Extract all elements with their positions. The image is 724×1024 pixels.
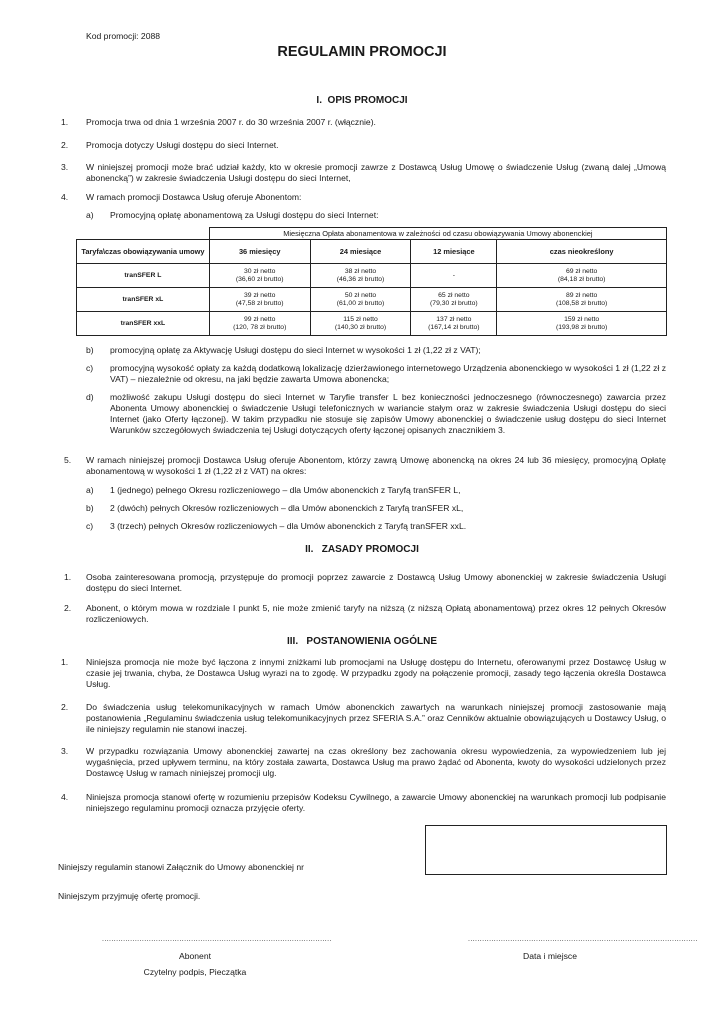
item-number: 3. <box>61 162 69 172</box>
sub-item-text: promocyjną wysokość opłaty za każdą dodatkową lokalizację dzierżawionego internetowego Urządzenia abonenckiego w wysokości 1 zł (1,22 zł z VAT) – niezależnie od okresu, na jaki będzie zawarta Umowa abonencka; <box>110 363 666 384</box>
table-row <box>77 264 667 288</box>
item-number: 3. <box>61 746 69 756</box>
section-2-heading: II. ZASADY PROMOCJI <box>305 544 419 555</box>
price-cell: 99 zł netto (120, 78 zł brutto) <box>209 312 310 336</box>
item-text: Abonent, o którym mowa w rozdziale I punkt 5, nie może zmienić taryfy na niższą (z niższą Opłatą abonamentową) przez okres 12 pełnych Okresów rozliczeniowych. <box>86 603 666 624</box>
sub-item-text: promocyjną opłatę za Aktywację Usługi dostępu do sieci Internet w wysokości 1 zł (1,22 zł z VAT); <box>110 345 481 355</box>
promo-code: Kod promocji: 2088 <box>86 31 161 41</box>
item-number: 1. <box>64 572 72 582</box>
table-top-header: Miesięczna Opłata abonamentowa w zależności od czasu obowiązywania Umowy abonenckiej <box>209 228 666 240</box>
item-number: 2. <box>61 140 69 150</box>
table-corner <box>77 228 210 240</box>
contract-number-box[interactable] <box>425 825 667 875</box>
sub-item-letter: d) <box>86 392 94 402</box>
item-text: W ramach promocji Dostawca Usług oferuje Abonentom: <box>86 192 302 202</box>
item-text: W ramach niniejszej promocji Dostawca Usług oferuje Abonentom, którzy zawrą Umowę abonencką na okres 24 lub 36 miesięcy, promocyjną Opłatę abonamentową w wysokości 1 zł (1,22 zł z VAT) na okres: <box>86 455 666 476</box>
signature-line: .................................................................................................. <box>102 936 332 943</box>
attachment-note: Niniejszy regulamin stanowi Załącznik do Umowy abonenckiej nr <box>58 862 304 872</box>
sub-item-letter: a) <box>86 485 94 495</box>
item-number: 5. <box>64 455 72 465</box>
column-header: 24 miesiące <box>310 240 411 264</box>
acceptance-note: Niniejszym przyjmuję ofertę promocji. <box>58 891 201 901</box>
tariff-name: tranSFER xL <box>77 288 210 312</box>
section-1-heading: I. OPIS PROMOCJI <box>316 95 408 106</box>
section-3-heading: III. POSTANOWIENIA OGÓLNE <box>286 636 437 647</box>
column-header: Taryfa\czas obowiązywania umowy <box>77 240 210 264</box>
item-text: Niniejsza promocja nie może być łączona z innymi zniżkami lub promocjami na Usługę dostępu do Internetu, oferowanymi przez Dostawcę Usług w czasie jej trwania, chyba, że Dostawca Usług wyrazi na to zgodę. W przypadku zgody na połączenie promocji, zasady tego łączenia określa Dostawca Usług. <box>86 657 666 689</box>
price-cell: 30 zł netto (36,60 zł brutto) <box>209 264 310 288</box>
column-header: 36 miesięcy <box>209 240 310 264</box>
price-cell: 137 zł netto (167,14 zł brutto) <box>411 312 497 336</box>
item-text: Promocja dotyczy Usługi dostępu do sieci Internet. <box>86 140 279 150</box>
sub-item-letter: b) <box>86 503 94 513</box>
column-header: czas nieokreślony <box>497 240 667 264</box>
item-text: W przypadku rozwiązania Umowy abonenckiej zawartej na czas określony bez zachowania okresu wypowiedzenia, za wypowiedzeniem lub jej wygaśnięcia, przed upływem terminu, na który została zawarta, Dostawca Usług ma prawo żądać od Abonenta, kwoty do wysokości udzielonych przez Dostawcę Usług w ramach niniejszej promocji ulg. <box>86 746 666 778</box>
pricing-table <box>76 227 667 336</box>
item-number: 4. <box>61 792 69 802</box>
price-cell: 159 zł netto (193,98 zł brutto) <box>497 312 667 336</box>
sub-item-text: 2 (dwóch) pełnych Okresów rozliczeniowych – dla Umów abonenckich z Taryfą tranSFER xL, <box>110 503 464 513</box>
item-number: 2. <box>61 702 69 712</box>
table-row <box>77 288 667 312</box>
item-text: Osoba zainteresowana promocją, przystępuje do promocji poprzez zawarcie z Dostawcą Usług Umowy abonenckiej w zakresie świadczenia Usługi dostępu do sieci Internet. <box>86 572 666 593</box>
item-number: 1. <box>61 657 69 667</box>
item-text: Do świadczenia usług telekomunikacyjnych w ramach Umów abonenckich zawartych na warunkach niniejszej promocji zastosowanie mają postanowienia „Regulaminu świadczenia usług telekomunikacyjnych przez SFERIA S.A.” oraz Cenników aktualnie obowiązujących u Dostawcy Usług, o ile niniejszy regulamin nie stanowi inaczej. <box>86 702 666 734</box>
item-text: W niniejszej promocji może brać udział każdy, kto w okresie promocji zawrze z Dostawcą Usług Umowę o świadczenie Usług (zwaną dalej „Umową abonencką”) w zakresie świadczenia Usługi dostępu do sieci Internet, <box>86 162 666 183</box>
page-title: REGULAMIN PROMOCJI <box>277 44 447 60</box>
sub-item-letter: b) <box>86 345 94 355</box>
price-cell: 115 zł netto (140,30 zł brutto) <box>310 312 411 336</box>
sub-item-text: 1 (jednego) pełnego Okresu rozliczeniowego – dla Umów abonenckich z Taryfą tranSFER L, <box>110 485 461 495</box>
abonent-label: Abonent <box>178 951 212 961</box>
price-cell: - <box>411 264 497 288</box>
item-number: 1. <box>61 117 69 127</box>
date-place-label: Data i miejsce <box>523 951 577 961</box>
tariff-name: tranSFER xxL <box>77 312 210 336</box>
price-cell: 39 zł netto (47,58 zł brutto) <box>209 288 310 312</box>
price-cell: 50 zł netto (61,00 zł brutto) <box>310 288 411 312</box>
price-cell: 65 zł netto (79,30 zł brutto) <box>411 288 497 312</box>
item-text: Niniejsza promocja stanowi ofertę w rozumieniu przepisów Kodeksu Cywilnego, a zawarcie Umowy abonenckiej na warunkach promocji lub podpisanie niniejszego regulaminu promocji oznacza przyjęcie oferty. <box>86 792 666 813</box>
item-number: 4. <box>61 192 69 202</box>
sub-item-text: 3 (trzech) pełnych Okresów rozliczeniowych – dla Umów abonenckich z Taryfą tranSFER xxL. <box>110 521 467 531</box>
price-cell: 89 zł netto (108,58 zł brutto) <box>497 288 667 312</box>
sub-item-letter: c) <box>86 521 94 531</box>
signature-label: Czytelny podpis, Pieczątka <box>143 967 247 977</box>
sub-item-text: możliwość zakupu Usługi dostępu do sieci Internet w Taryfie transfer L bez konieczności jednoczesnego (równoczesnego) zawarcia przez Abonenta Umowy abonenckiej o świadczenie Usługi telefonicznych w wariancie stałym oraz w zakresie świadczenia Usługi dostępu do sieci Internet (jako Oferty łączonej). W takim przypadku nie stosuje się zapisów Umowy abonenckiej o świadczenie usług dostępu do sieci Internet Warunków szczegółowych świadczenia tej Usługi dotyczących oferty łączonej opisanych znacznikiem 3. <box>110 392 666 435</box>
date-line: .................................................................................................. <box>468 936 698 943</box>
item-text: Promocja trwa od dnia 1 września 2007 r. do 30 września 2007 r. (włącznie). <box>86 117 376 127</box>
column-header: 12 miesiące <box>411 240 497 264</box>
sub-item-letter: c) <box>86 363 94 373</box>
sub-item-text: Promocyjną opłatę abonamentową za Usługi dostępu do sieci Internet: <box>110 210 379 220</box>
item-number: 2. <box>64 603 72 613</box>
sub-item-letter: a) <box>86 210 94 220</box>
table-row <box>77 312 667 336</box>
price-cell: 69 zł netto (84,18 zł brutto) <box>497 264 667 288</box>
price-cell: 38 zł netto (46,36 zł brutto) <box>310 264 411 288</box>
tariff-name: tranSFER L <box>77 264 210 288</box>
